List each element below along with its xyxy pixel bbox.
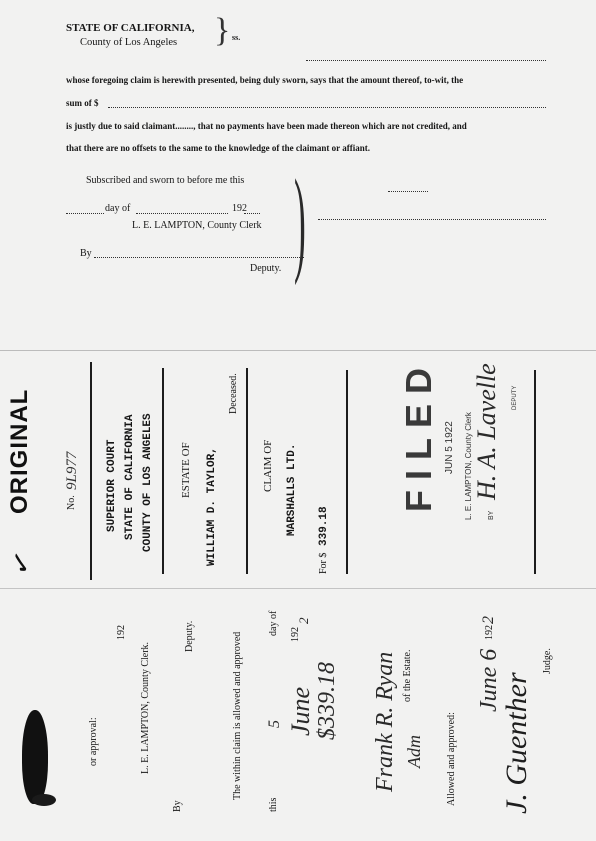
executor-signature: Frank R. Ryan (372, 651, 398, 792)
cover-rule-3 (246, 368, 248, 574)
this-label: this (268, 797, 279, 812)
month-value: June (286, 686, 315, 736)
approval-year-3-suffix: 2 (480, 616, 497, 624)
affiant-sign-line-short (388, 191, 428, 192)
sum-line (108, 107, 546, 108)
brace-icon: } (214, 12, 231, 49)
approval-year-1: 192 (116, 625, 127, 640)
check-mark-icon: ✓ (3, 546, 41, 580)
no-label: No. (66, 495, 77, 510)
by-line (94, 257, 304, 258)
filed-clerk: L. E. LAMPTON, County Clerk (464, 412, 473, 520)
oath-line-4: that there are no offsets to the same to the knowledge of the claimant or affiant. (66, 143, 370, 153)
claim-of-label: CLAIM OF (262, 439, 274, 492)
approval-label: or approval: (88, 717, 99, 766)
cover-rule-2 (162, 368, 164, 574)
approval-clerk: L. E. LAMPTON, County Clerk. (140, 641, 151, 774)
by-label: By (80, 248, 92, 259)
deputy-label: Deputy. (250, 263, 282, 274)
estate-of-label: ESTATE OF (180, 442, 192, 498)
day-line (66, 213, 104, 214)
judge-signature: J. Guenther (500, 672, 533, 814)
year-label: 192 (232, 203, 247, 214)
year-line (244, 213, 260, 214)
state-heading: STATE OF CALIFORNIA, (66, 22, 195, 34)
court-line-2: STATE OF CALIFORNIA (124, 414, 136, 540)
sum-label: sum of $ (66, 98, 99, 108)
original-stamp: ORIGINAL (6, 388, 33, 514)
case-number: 9L977 (64, 451, 80, 490)
ribbon-tie-icon (22, 710, 48, 804)
allowed-approved-label: Allowed and approved: (446, 712, 457, 806)
judge-label: Judge. (542, 648, 553, 674)
oath-line-3: is justly due to said claimant........, that no payments have been made thereon which are not credited, and (66, 121, 467, 131)
deceased-label: Deceased. (228, 373, 239, 414)
cover-rule-1 (90, 362, 92, 580)
filed-deputy: DEPUTY (512, 385, 518, 410)
oath-line-1: whose foregoing claim is herewith presented, being duly sworn, says that the amount thereof, to-wit, the (66, 75, 464, 85)
claim-amount: 339.18 (318, 506, 330, 546)
clerk-name: L. E. LAMPTON, County Clerk (132, 220, 262, 231)
cover-rule-5 (534, 370, 536, 574)
for-label: For $ (318, 552, 329, 574)
fold-line (0, 350, 596, 351)
filed-by: BY (488, 510, 495, 520)
filed-stamp: FILED (398, 358, 439, 512)
approval-deputy: Deputy. (184, 620, 195, 652)
court-line-3: COUNTY OF LOS ANGELES (142, 413, 154, 552)
decedent-name: WILLIAM D. TAYLOR, (206, 447, 218, 566)
court-line-1: SUPERIOR COURT (106, 439, 118, 532)
approved-amount: $339.18 (314, 662, 340, 740)
approval-day-of: day of (268, 610, 279, 636)
county-heading: County of Los Angeles (80, 37, 178, 48)
subscribed-text: Subscribed and sworn to before me this (86, 175, 245, 186)
day-of-label: day of (105, 203, 131, 214)
right-brace-icon: ) (294, 155, 306, 286)
approved-date: June 6 (476, 648, 502, 712)
ss-mark: ss. (232, 33, 241, 42)
clerk-signature: H. A. Lavelle (472, 363, 501, 500)
ribbon-tail-icon (32, 794, 56, 806)
approval-year-2-suffix: 2 (296, 617, 311, 624)
executor-label: of the Estate. (402, 649, 413, 702)
fold-line-2 (0, 588, 596, 589)
approval-year-3: 192 (484, 625, 495, 640)
day-value: 5 (266, 720, 283, 728)
filed-date: JUN 5 1922 (444, 421, 455, 474)
claimant-name: MARSHALLS LTD. (286, 443, 298, 536)
allowed-text: The within claim is allowed and approved (232, 631, 243, 800)
executor-title: Adm (404, 735, 424, 768)
affiant-sign-line (318, 219, 546, 220)
month-line (136, 213, 228, 214)
approval-year-2: 192 (290, 627, 301, 642)
cover-rule-4 (346, 370, 348, 574)
approval-by: By (172, 800, 183, 812)
affiant-name-line (306, 60, 546, 61)
